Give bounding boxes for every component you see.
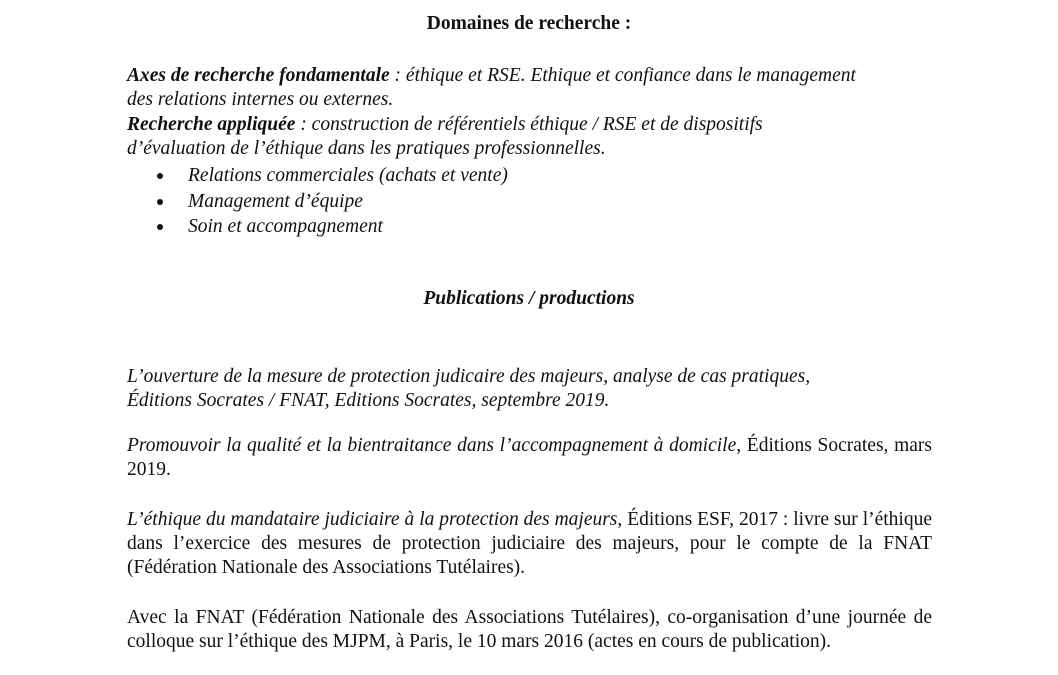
applied-research-line-1 (127, 113, 763, 137)
applied-research-text-1: : construction de référentiels éthique / RSE et de dispositifs (295, 114, 763, 135)
list-item (152, 189, 508, 215)
fundamental-axes-label: Axes de recherche fondamentale (127, 65, 390, 86)
publication-3 (127, 508, 932, 580)
publication-2-title: Promouvoir la qualité et la bientraitance dans l’accompagnement à domicile (127, 435, 737, 456)
list-item (152, 214, 508, 240)
bullet-icon (157, 199, 163, 205)
bullet-icon (157, 224, 163, 230)
applied-research-label: Recherche appliquée (127, 114, 296, 135)
applied-research-line-2: d’évaluation de l’éthique dans les pratiques professionnelles. (127, 138, 606, 159)
list-item (152, 163, 508, 189)
fundamental-axes-line-2: des relations internes ou externes. (127, 89, 394, 110)
list-item-text: Management d’équipe (188, 190, 363, 212)
section-title-research-domains: Domaines de recherche : (426, 13, 632, 34)
publication-3-title: L’éthique du mandataire judiciaire à la protection des majeurs (127, 509, 618, 530)
fundamental-axes-text-1: : éthique et RSE. Ethique et confiance dans le management (389, 65, 856, 86)
fundamental-axes-line-1 (127, 64, 856, 88)
publication-1-line-1: L’ouverture de la mesure de protection judicaire des majeurs, analyse de cas pratiques, (127, 366, 811, 387)
publication-4: Avec la FNAT (Fédération Nationale des Associations Tutélaires), co-organisation d’une journée de colloque sur l’éthique des MJPM, à Paris, le 10 mars 2016 (actes en cours de publication). (127, 607, 932, 652)
publication-2 (127, 434, 932, 482)
list-item-text: Soin et accompagnement (188, 216, 383, 237)
applied-research-list (152, 163, 508, 240)
section-title-publications: Publications / productions (423, 288, 635, 309)
publication-1-line-2: Éditions Socrates / FNAT, Editions Socrates, septembre 2019. (127, 390, 610, 411)
list-item-text: Relations commerciales (achats et vente) (188, 165, 508, 186)
publication-2-details: , Éditions Socrates, mars 2019. (127, 435, 932, 480)
publication-3-details: , Éditions ESF, 2017 : livre sur l’éthique dans l’exercice des mesures de protection judiciaire des majeurs, pour le compte de la FNAT (Fédération Nationale des Associations Tutélaires). (127, 509, 932, 578)
publication-1 (127, 365, 932, 413)
bullet-icon (157, 173, 163, 179)
